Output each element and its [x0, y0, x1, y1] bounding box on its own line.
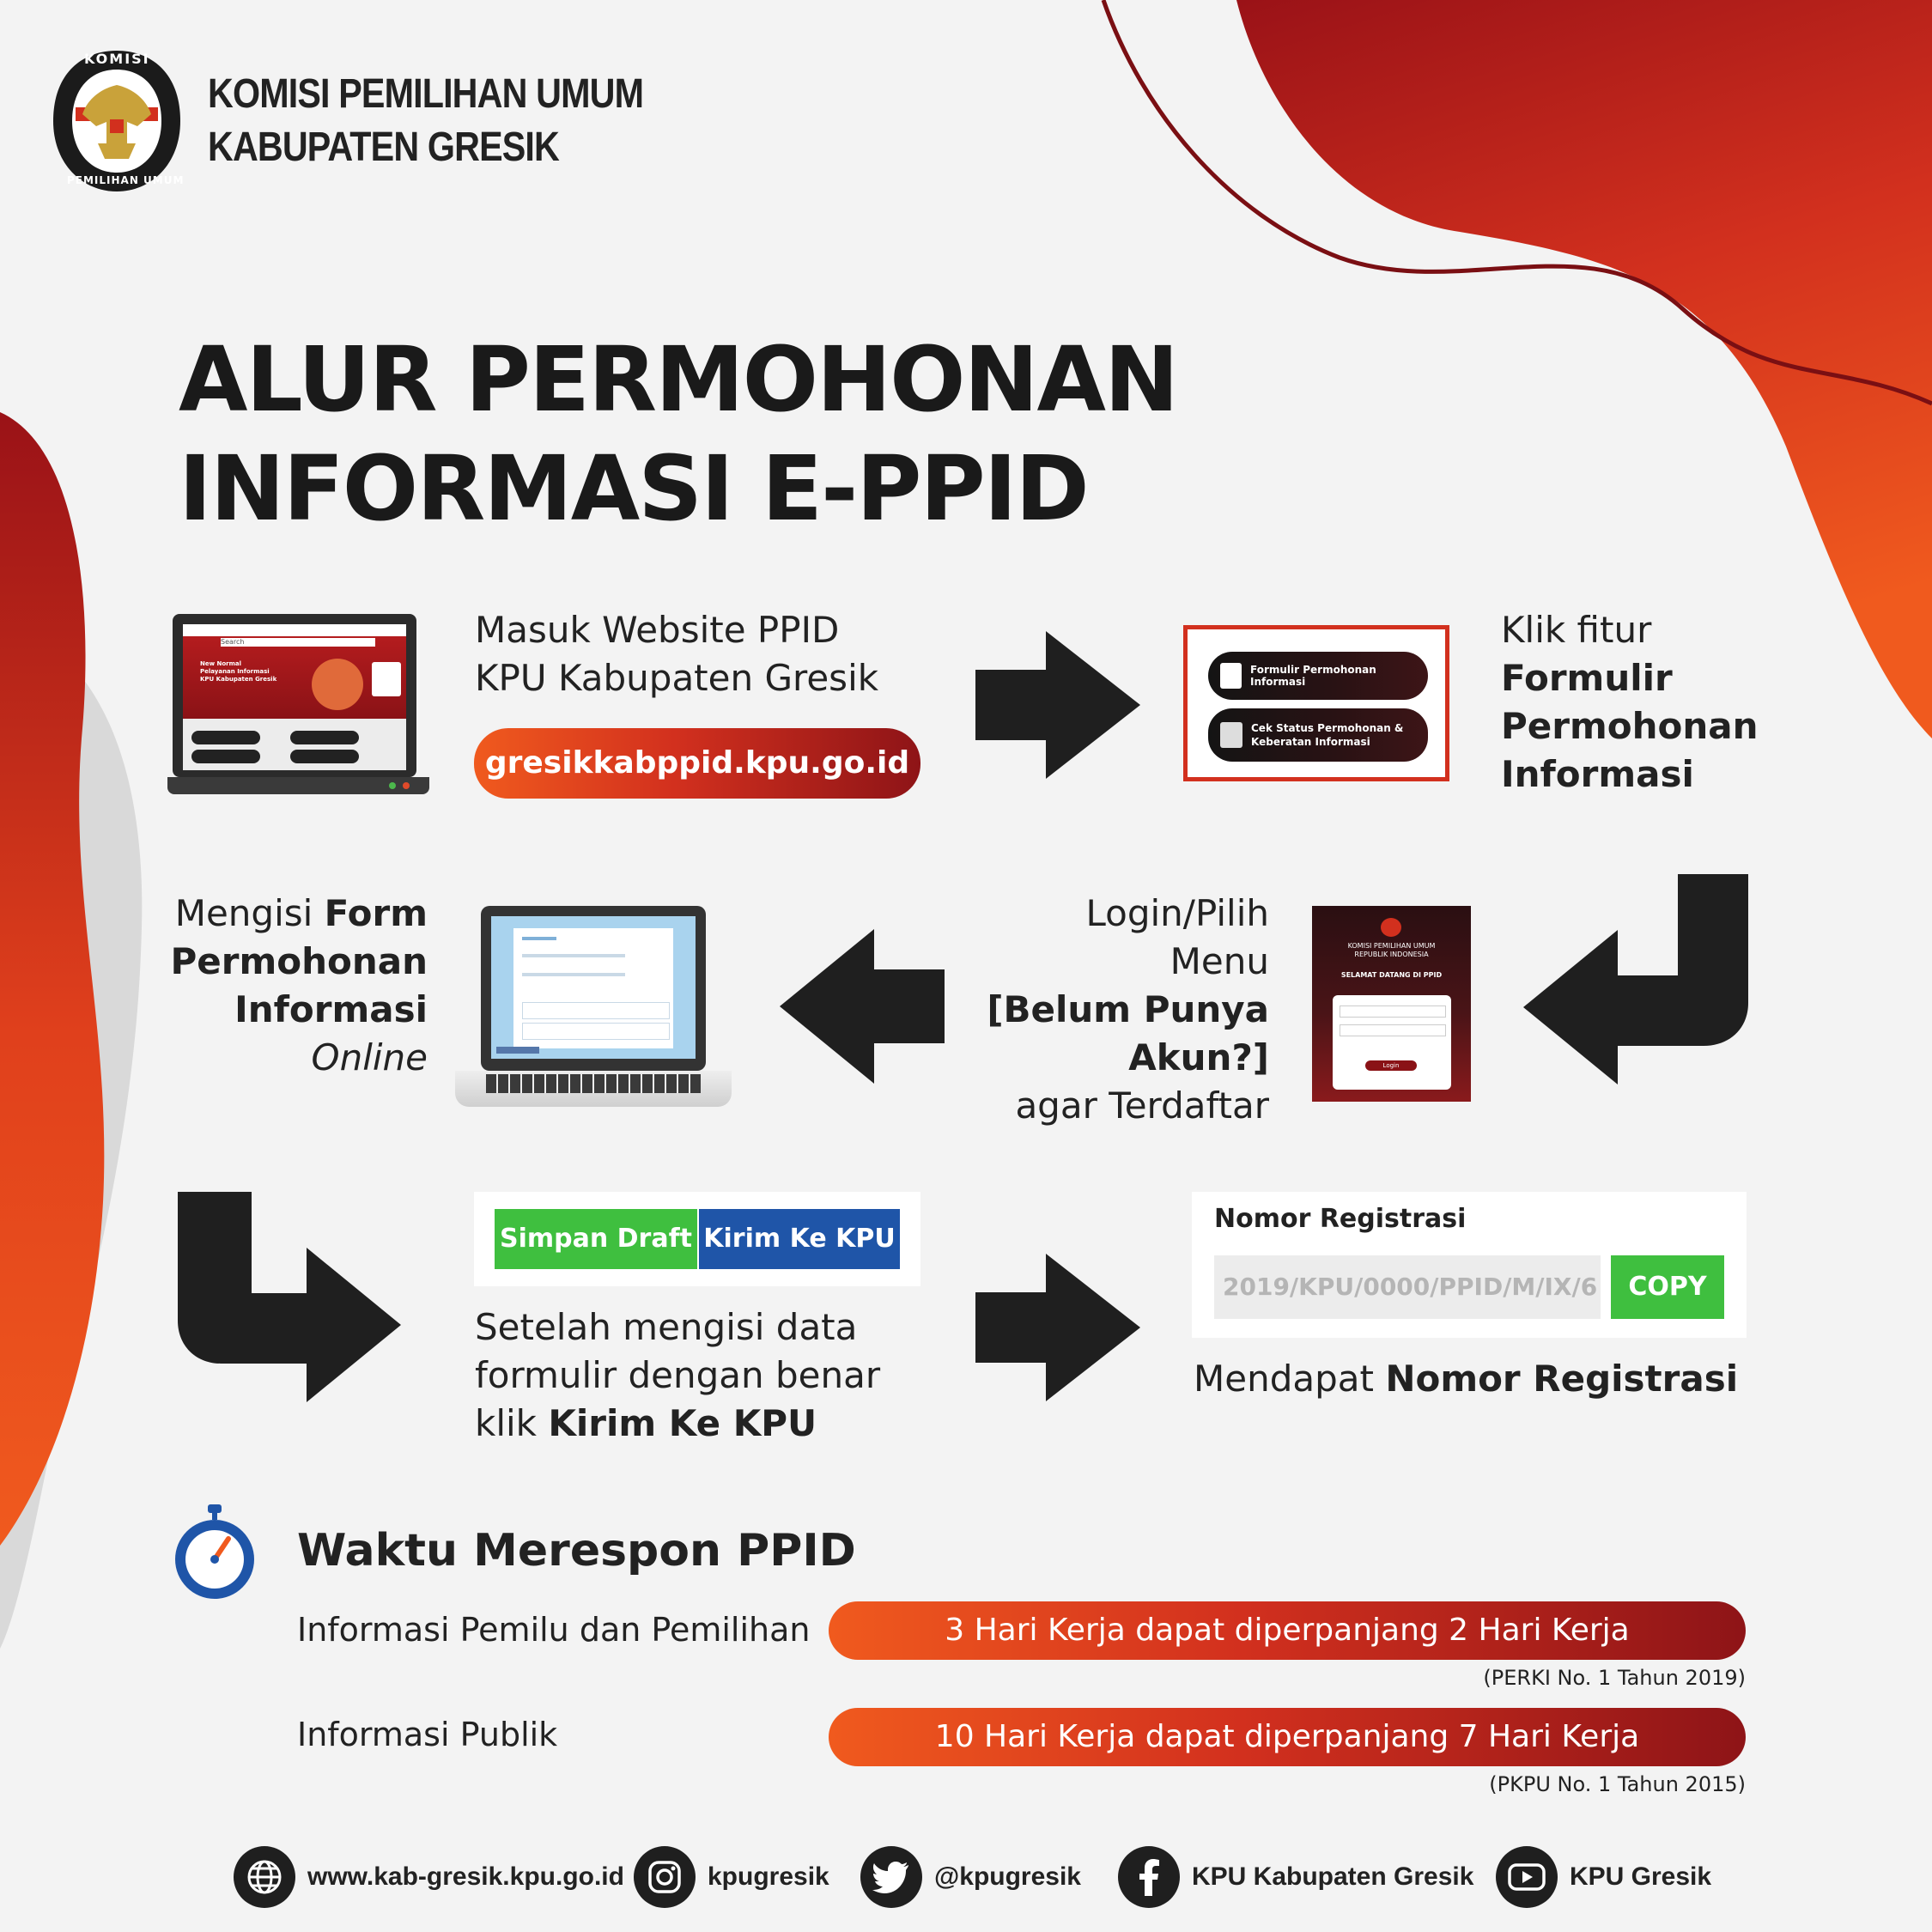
step4-line2: Permohonan — [170, 940, 428, 982]
response-row2-pill: 10 Hari Kerja dapat diperpanjang 7 Hari Kerja — [829, 1708, 1746, 1766]
phone-welcome: SELAMAT DATANG DI PPID — [1340, 971, 1443, 979]
org-name-line1: KOMISI PEMILIHAN UMUM — [208, 71, 644, 117]
twitter-icon — [860, 1846, 922, 1908]
page-title-line2: INFORMASI E-PPID — [179, 436, 1088, 541]
globe-icon — [234, 1846, 295, 1908]
registration-number-field[interactable]: 2019/KPU/0000/PPID/M/IX/6 — [1214, 1255, 1601, 1319]
arrow-right-icon — [975, 631, 1140, 779]
kirim-ke-kpu-button[interactable]: Kirim Ke KPU — [699, 1209, 900, 1269]
response-heading: Waktu Merespon PPID — [297, 1525, 856, 1577]
step3-line3: [Belum Punya — [987, 988, 1269, 1030]
arrow-down-right-icon — [178, 1192, 401, 1402]
response-row2-note: (PKPU No. 1 Tahun 2015) — [1489, 1772, 1746, 1796]
step4-line1: Mengisi Form — [174, 892, 428, 934]
step2-line4: Informasi — [1501, 753, 1694, 795]
step5-line2: formulir dengan benar — [475, 1354, 881, 1396]
logo-ring-top-text: KOMISI — [84, 51, 150, 67]
footer-facebook[interactable]: KPU Kabupaten Gresik — [1118, 1846, 1473, 1908]
step2-line1: Klik fitur — [1501, 609, 1652, 651]
step3-line2: Menu — [1170, 940, 1269, 982]
step4-line4: Online — [311, 1036, 428, 1078]
login-form — [1333, 995, 1451, 1090]
phone-org1: KOMISI PEMILIHAN UMUM — [1347, 942, 1436, 950]
footer-website[interactable]: www.kab-gresik.kpu.go.id — [234, 1846, 624, 1908]
phone-login-button: Login — [1365, 1060, 1417, 1071]
menu-item-formulir: Formulir Permohonan Informasi — [1208, 652, 1428, 700]
phone-logo-icon — [1381, 918, 1401, 937]
laptop-website-illustration — [167, 614, 429, 799]
arrow-down-left-icon — [1523, 874, 1748, 1084]
step3-line5: agar Terdaftar — [1015, 1084, 1269, 1127]
arrow-right-icon — [975, 1254, 1140, 1401]
document-icon — [1220, 663, 1242, 689]
step1-line1: Masuk Website PPID — [475, 609, 840, 651]
registration-card — [1192, 1192, 1747, 1338]
kpu-logo — [50, 47, 184, 195]
org-name-line2: KABUPATEN GRESIK — [208, 125, 559, 170]
youtube-icon — [1496, 1846, 1558, 1908]
response-row1-note: (PERKI No. 1 Tahun 2019) — [1483, 1666, 1746, 1690]
step3-line1: Login/Pilih — [1085, 892, 1269, 934]
logo-ring-bottom-text: PEMILIHAN UMUM — [67, 174, 185, 186]
response-row1-label: Informasi Pemilu dan Pemilihan — [297, 1611, 811, 1649]
footer-instagram[interactable]: kpugresik — [634, 1846, 829, 1908]
step4-line3: Informasi — [234, 988, 428, 1030]
response-row1-pill: 3 Hari Kerja dapat diperpanjang 2 Hari Kerja — [829, 1601, 1746, 1660]
facebook-icon — [1118, 1846, 1180, 1908]
simpan-draft-button[interactable]: Simpan Draft — [495, 1209, 697, 1269]
footer-youtube[interactable]: KPU Gresik — [1496, 1846, 1711, 1908]
arrow-left-icon — [780, 929, 945, 1084]
laptop-form-illustration — [455, 906, 732, 1112]
screen-search-box: Search — [221, 638, 375, 647]
step3-line4: Akun?] — [1128, 1036, 1269, 1078]
menu-card-illustration — [1183, 625, 1449, 781]
stopwatch-icon — [172, 1504, 258, 1601]
page-title-line1: ALUR PERMOHONAN — [179, 327, 1178, 432]
footer-twitter[interactable]: @kpugresik — [860, 1846, 1081, 1908]
step2-line3: Permohonan — [1501, 705, 1759, 747]
action-buttons-card — [474, 1192, 920, 1286]
checklist-icon — [1220, 722, 1242, 748]
phone-org2: REPUBLIK INDONESIA — [1354, 951, 1429, 958]
step6-caption: Mendapat Nomor Registrasi — [1194, 1358, 1739, 1400]
copy-button[interactable]: COPY — [1611, 1255, 1724, 1319]
response-row2-label: Informasi Publik — [297, 1716, 558, 1753]
login-screen-illustration — [1312, 906, 1471, 1102]
step1-line2: KPU Kabupaten Gresik — [475, 657, 879, 699]
screen-heading: New Normal Pelayanan Informasi KPU Kabupaten Gresik — [200, 660, 277, 683]
step5-line3: klik Kirim Ke KPU — [475, 1402, 817, 1444]
registration-label: Nomor Registrasi — [1214, 1204, 1467, 1234]
menu-item-cek-status: Cek Status Permohonan & Keberatan Informasi — [1208, 708, 1428, 762]
step2-line2: Formulir — [1501, 657, 1673, 699]
step5-line1: Setelah mengisi data — [475, 1306, 858, 1348]
website-url-pill[interactable]: gresikkabppid.kpu.go.id — [474, 728, 920, 799]
left-red-blob — [0, 412, 104, 1546]
instagram-icon — [634, 1846, 696, 1908]
